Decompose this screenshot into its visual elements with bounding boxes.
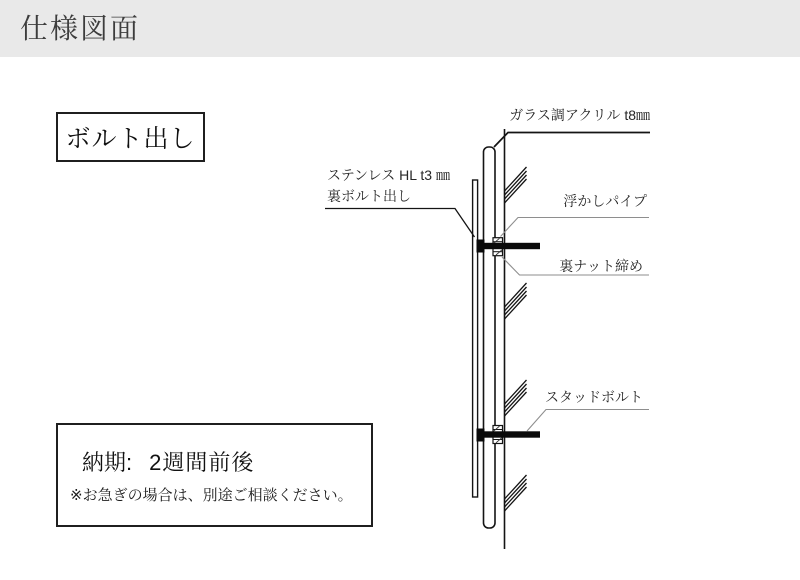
acrylic-panel-shape: [484, 147, 496, 528]
delivery-value: 2週間前後: [149, 450, 255, 475]
wall-hatch-group-1: [505, 167, 527, 203]
method-label: ボルト出し: [65, 125, 196, 153]
stud-bolt-upper: [477, 240, 541, 253]
delivery-note: ※お急ぎの場合は、別途ご相談ください。: [70, 487, 353, 504]
method-label-box: [56, 112, 205, 162]
label-stainless-line1: ステンレス HL t3 ㎜: [327, 167, 450, 183]
label-stud-bolt: スタッドボルト: [545, 389, 643, 405]
leader-line-stud-bolt: [527, 410, 649, 432]
label-acrylic: ガラス調アクリル t8㎜: [509, 107, 650, 123]
page-header: [0, 0, 800, 57]
wall-hatch-group-2: [505, 283, 527, 319]
wall-hatch-group-4: [505, 475, 527, 511]
leader-line-stainless: [325, 209, 475, 238]
spacer-sleeve-upper: [493, 238, 503, 256]
spacer-sleeve-lower: [493, 426, 503, 444]
page-title: 仕様図面: [20, 13, 141, 44]
wall-hatch-group-3: [505, 380, 527, 416]
stainless-plate-shape: [473, 180, 478, 497]
leader-line-spacer-pipe: [501, 218, 650, 237]
delivery-main-line: [82, 446, 254, 477]
stud-bolt-lower: [477, 429, 541, 442]
label-spacer-pipe: 浮かしパイプ: [563, 193, 647, 209]
label-back-nut: 裏ナット締め: [559, 258, 643, 274]
leader-line-acrylic: [494, 133, 650, 148]
label-stainless: [327, 165, 450, 207]
label-stainless-line2: 裏ボルト出し: [327, 188, 411, 204]
delivery-info-box: [56, 423, 373, 527]
delivery-label: 納期:: [82, 450, 133, 475]
